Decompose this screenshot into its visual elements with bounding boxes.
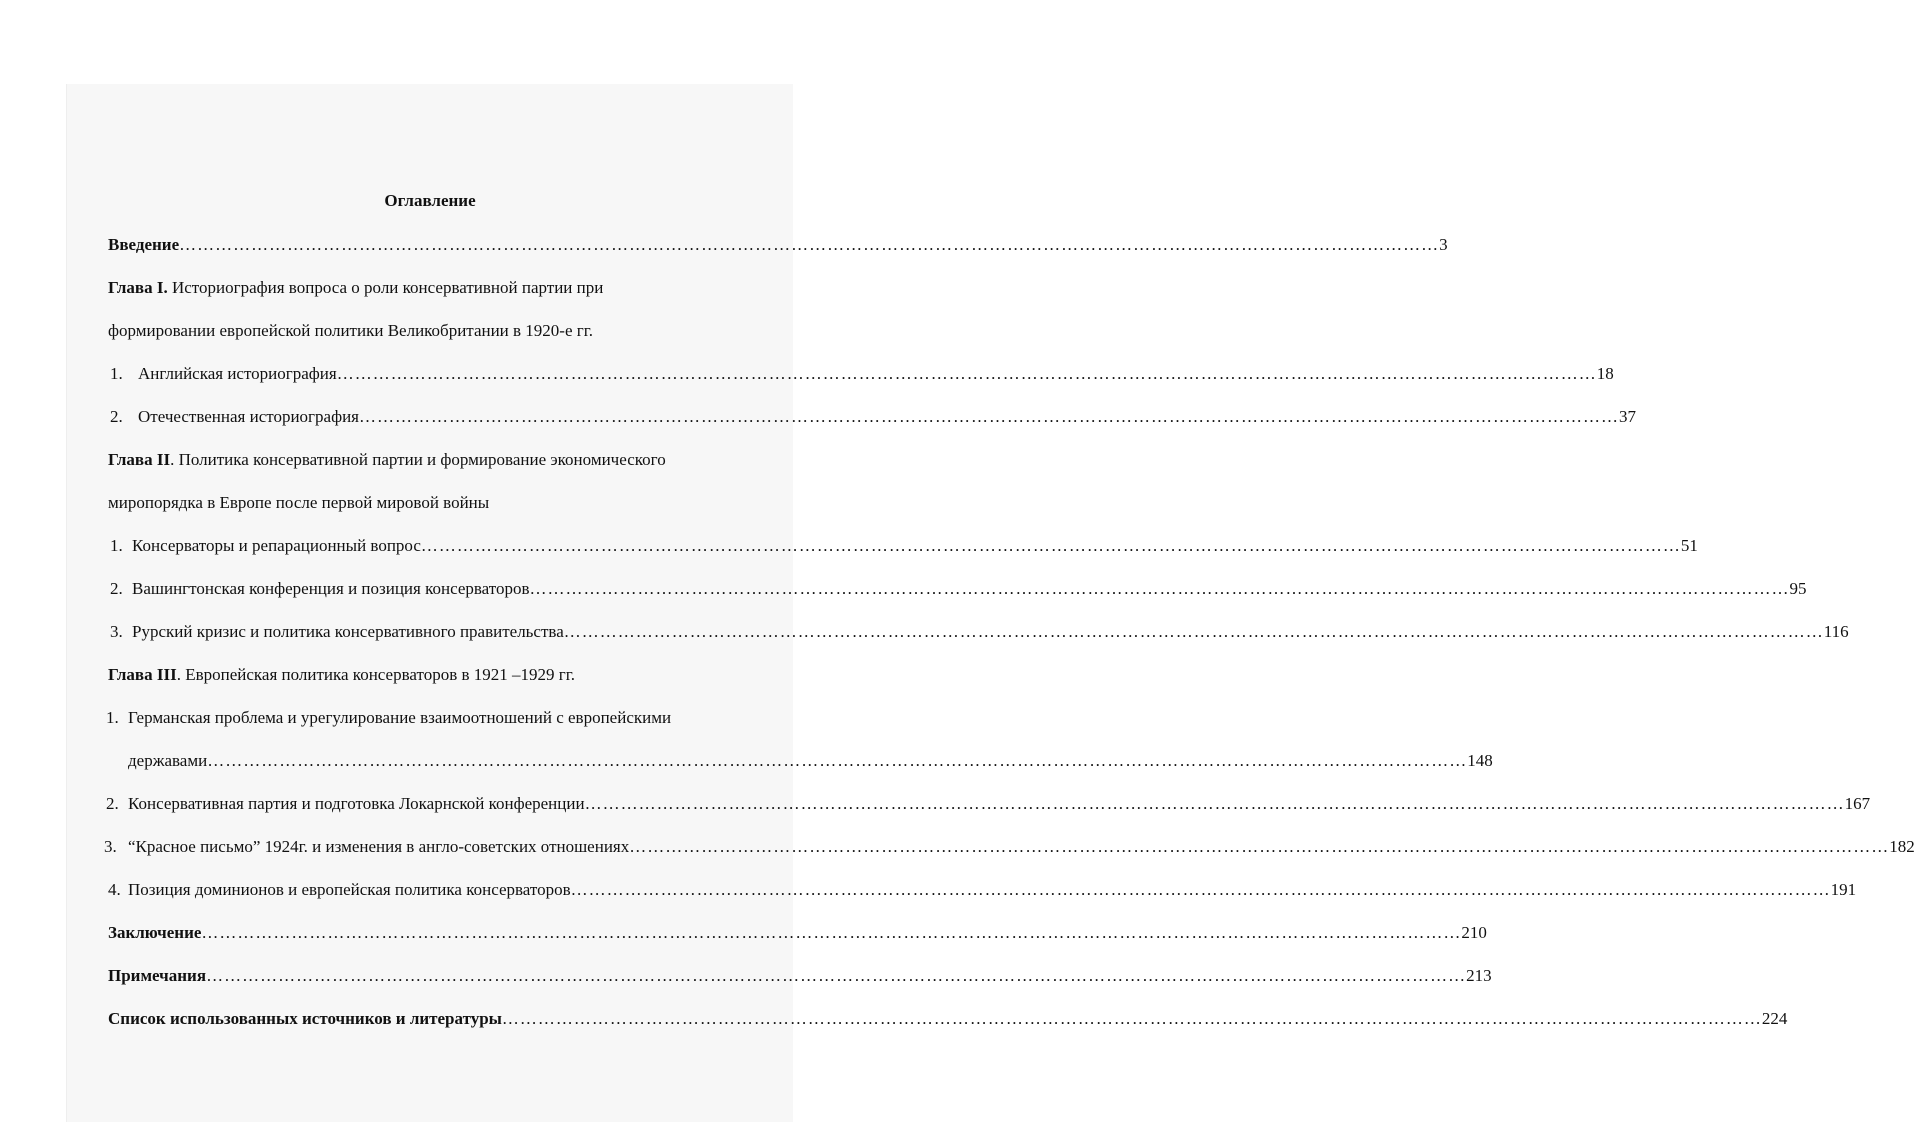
toc-entry-ch1-s1[interactable]	[110, 363, 1614, 385]
toc-entry-label	[110, 363, 337, 385]
toc-entry-page: 148	[1467, 751, 1493, 770]
entry-number: 1.	[110, 536, 123, 555]
toc-chapter-3-line-1[interactable]	[108, 664, 748, 686]
toc-chapter-2-line-1[interactable]	[108, 449, 768, 471]
toc-entry-ch3-s2[interactable]	[106, 793, 1871, 815]
dot-leader: …………………………………………………………………………………………………………………………………………………………………………………………	[570, 880, 1831, 899]
entry-text: Вашингтонская конференция и позиция консерваторов	[132, 579, 530, 598]
chapter-title: . Политика консервативной партии и формирование экономического	[170, 450, 666, 469]
toc-entry-label	[110, 535, 421, 557]
dot-leader: …………………………………………………………………………………………………………………………………………………………………………………………	[629, 837, 1890, 856]
toc-entry-ch2-s2[interactable]	[110, 578, 1807, 600]
toc-entry-page: 95	[1789, 579, 1807, 598]
dot-leader: …………………………………………………………………………………………………………………………………………………………………………………………	[206, 966, 1467, 985]
chapter-title: формировании европейской политики Великобритании в 1920-е гг.	[108, 321, 594, 340]
entry-text: Германская проблема и урегулирование взаимоотношений с европейскими	[128, 708, 672, 727]
entry-number: 4.	[108, 880, 121, 899]
toc-entry-page: 191	[1830, 880, 1857, 899]
toc-entry-page: 210	[1461, 923, 1487, 942]
entry-text: Позиция доминионов и европейская политика консерваторов	[128, 880, 571, 899]
toc-entry-page: 37	[1619, 407, 1636, 426]
toc-chapter-1-line-1[interactable]	[108, 277, 748, 299]
toc-entry-page: 224	[1761, 1009, 1788, 1028]
entry-number: 2.	[106, 794, 119, 813]
toc-entry-ch2-s1[interactable]	[110, 535, 1698, 557]
entry-text: Рурский кризис и политика консервативного правительства	[132, 622, 564, 641]
toc-entry-page: 116	[1823, 622, 1849, 641]
dot-leader: …………………………………………………………………………………………………………………………………………………………………………………………	[179, 235, 1440, 254]
toc-entry-label	[108, 879, 571, 901]
dot-leader: …………………………………………………………………………………………………………………………………………………………………………………………	[336, 364, 1597, 383]
entry-text: Английская историография	[138, 364, 337, 383]
toc-entry-page: 167	[1844, 794, 1871, 813]
chapter-title: . Европейская политика консерваторов в 1921 –1929 гг.	[176, 665, 576, 684]
toc-entry-page: 182	[1889, 837, 1915, 856]
toc-entry-ch2-s3[interactable]	[110, 621, 1849, 643]
chapter-prefix: Глава III	[108, 665, 177, 684]
toc-entry-label	[110, 406, 359, 428]
toc-entry-ch3-s1-line-2[interactable]	[128, 750, 1493, 772]
chapter-title: Историография вопроса о роли консервативной партии при	[167, 278, 604, 297]
toc-entry-conclusion[interactable]	[108, 922, 1487, 944]
dot-leader: …………………………………………………………………………………………………………………………………………………………………………………………	[420, 536, 1681, 555]
toc-entry-ch3-s1-line-1[interactable]	[106, 707, 776, 729]
toc-entry-label: Список использованных источников и литературы	[108, 1009, 502, 1028]
toc-entry-label	[110, 621, 564, 643]
entry-text: Отечественная историография	[138, 407, 359, 426]
chapter-prefix: Глава II	[108, 450, 171, 469]
entry-text: Консервативная партия и подготовка Локарнской конференции	[128, 794, 585, 813]
dot-leader: …………………………………………………………………………………………………………………………………………………………………………………………	[563, 622, 1824, 641]
entry-text: державами	[128, 751, 208, 770]
toc-entry-page: 18	[1596, 364, 1614, 383]
entry-text: “Красное письмо” 1924г. и изменения в англо-советских отношениях	[128, 837, 630, 856]
dot-leader: …………………………………………………………………………………………………………………………………………………………………………………………	[529, 579, 1790, 598]
toc-entry-label	[110, 578, 530, 600]
toc-entry-label: Примечания	[108, 966, 207, 985]
dot-leader: …………………………………………………………………………………………………………………………………………………………………………………………	[359, 407, 1619, 426]
toc-entry-notes[interactable]	[108, 965, 1492, 987]
toc-entry-label: Заключение	[108, 923, 202, 942]
dot-leader: …………………………………………………………………………………………………………………………………………………………………………………………	[201, 923, 1462, 942]
toc-entry-page: 3	[1439, 235, 1448, 254]
entry-number: 1.	[106, 708, 119, 727]
toc-entry-ch3-s3[interactable]	[104, 836, 1915, 858]
toc-entry-label	[104, 836, 629, 858]
toc-entry-sources[interactable]	[108, 1008, 1788, 1030]
entry-number: 1.	[110, 364, 123, 383]
toc-entry-intro[interactable]	[108, 234, 1448, 256]
entry-number: 2.	[110, 579, 123, 598]
dot-leader: …………………………………………………………………………………………………………………………………………………………………………………………	[501, 1009, 1762, 1028]
dot-leader: …………………………………………………………………………………………………………………………………………………………………………………………	[207, 751, 1468, 770]
toc-entry-page: 51	[1680, 536, 1698, 555]
entry-number: 2.	[110, 407, 123, 426]
entry-number: 3.	[104, 837, 117, 856]
toc-entry-label	[106, 793, 585, 815]
chapter-title: миропорядка в Европе после первой мировой войны	[108, 493, 490, 512]
toc-title: Оглавление	[384, 191, 476, 210]
entry-number: 3.	[110, 622, 123, 641]
toc-entry-ch3-s4[interactable]	[108, 879, 1857, 901]
toc-chapter-2-line-2[interactable]	[108, 492, 748, 514]
toc-entry-ch1-s2[interactable]	[110, 406, 1636, 428]
toc-entry-page: 213	[1466, 966, 1492, 985]
chapter-prefix: Глава I.	[108, 278, 168, 297]
entry-text: Консерваторы и репарационный вопрос	[132, 536, 421, 555]
dot-leader: …………………………………………………………………………………………………………………………………………………………………………………………	[584, 794, 1845, 813]
toc-entry-label: Введение	[108, 235, 180, 254]
toc-chapter-1-line-2[interactable]	[108, 320, 748, 342]
